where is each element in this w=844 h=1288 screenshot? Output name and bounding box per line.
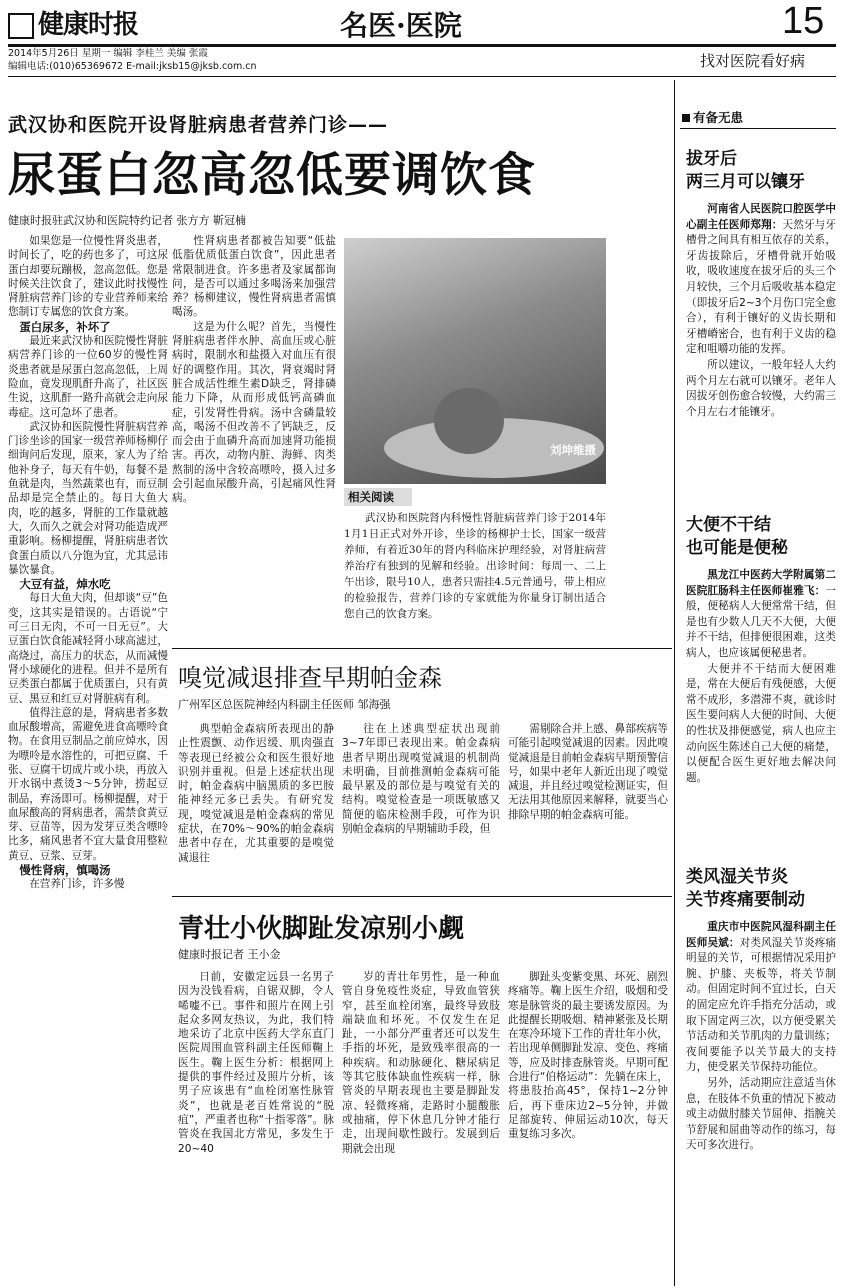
related-reading-text: 武汉协和医院肾内科慢性肾脏病营养门诊于2014年1月1日正式对外开诊，坐诊的杨柳护士长，国家一级营养师，有着近30年的肾内科临床护理经验，对肾脏病营养治疗有独到的见解和经验。出诊时间：每周一、二上午出诊，限号10人，患者只需挂4.5元普通号，带上相应的检验报告，营养门诊的专家就能为你量身订制出适合您自己的饮食方案。 <box>344 512 606 620</box>
masthead-bottom-rule <box>8 76 836 77</box>
subheading: 蛋白尿多，补坏了 <box>19 319 111 334</box>
lead-column-2 <box>172 234 336 644</box>
sidebar-expert-lead: 河南省人民医院口腔医学中心副主任医师郑翔： <box>686 203 836 231</box>
sidebar-header-rule <box>680 128 836 129</box>
sidebar-expert-lead: 黑龙江中医药大学附属第二医院肛肠科主任医师崔雅飞： <box>686 569 836 597</box>
sidebar-item-1-body <box>686 202 836 508</box>
sidebar-paragraph <box>686 568 836 662</box>
square-bullet-icon <box>682 114 690 122</box>
subheading: 慢性肾病，慎喝汤 <box>19 863 111 878</box>
sidebar-paragraph <box>686 1076 836 1154</box>
lead-column-1 <box>8 234 168 1286</box>
paragraph: 这是为什么呢？首先，当慢性肾脏病患者伴水肿、高血压或心脏病时，限制水和盐摄入对血压有很好的调整作用。其次，肾衰竭时肾脏合成活性维生素D缺乏，肾排磷能力下降，从而形成低钙高磷血症，引发肾性骨病。汤中含磷量较高，喝汤不但改善不了钙缺乏，反而会由于血磷升高而加速肾功能损害。再次，动物内脏、海鲜、肉类熬制的汤中含较高嘌呤，摄入过多会引起血尿酸升高，引起痛风性肾病。 <box>172 320 336 505</box>
article3-byline: 健康时报记者 王小金 <box>178 948 281 961</box>
article2-headline: 嗅觉减退排查早期帕金森 <box>178 664 442 692</box>
date-line: 2014年5月26日 星期一 编辑 李桂兰 美编 张霞 <box>8 48 208 59</box>
photo-apple-shape <box>434 388 504 454</box>
sidebar-text: 天然牙与牙槽骨之间具有相互依存的关系，牙齿拔除后，牙槽骨就开始吸收，吸收速度在拔牙后的头三个月较快，三个月后吸收基本稳定（即拔牙后2~3个月伤口完全愈合），有利于镶好的义齿长期和牙槽嵴密合，也有利于义齿的稳定和咀嚼功能的发挥。 <box>686 218 836 356</box>
sidebar-item-2-title: 大便不干结 也可能是便秘 <box>686 515 788 558</box>
paragraph: 值得注意的是，肾病患者多数血尿酸增高，需避免进食高嘌呤食物。在食用豆制品之前应焯水，因为嘌呤是水溶性的，可把豆腐、千张、豆腐干切成片或小块，再放入开水锅中煮烫3～5分钟，捞起豆制品，弃汤即可。杨柳提醒，对于血尿酸高的肾病患者，需禁食黄豆芽、豆苗等，因为发芽豆类含嘌呤比多，痛风患者不宜大量食用整粒黄豆、豆浆、豆芽。 <box>8 706 168 862</box>
contact-line: 编辑电话:(010)65369672 E-mail:jksb15@jksb.com.cn <box>8 61 257 72</box>
sidebar-text: 另外，活动期应注意适当休息，在肢体不负重的情况下被动或主动做肘膝关节屈伸、指腕关节舒展和屈曲等动作的练习，每天可多次进行。 <box>686 1076 836 1152</box>
paragraph: 最近来武汉协和医院慢性肾脏病营养门诊的一位60岁的慢性肾炎患者就是尿蛋白忽高忽低，上周险血，竟发现肌酐升高了，社区医生说，这肌酐一路升高就会走向尿毒症。这可急坏了患者。 <box>8 335 168 419</box>
masthead-rule <box>8 44 836 47</box>
article3-column-1: 日前，安徽定远县一名男子因为没钱看病，自锯双脚，令人唏嘘不已。事件和照片在网上引起众多网友热议，为此，我们特地采访了北京中医药大学东直门医院周围血管科副主任医师鞠上医生。鞠上医生分析：根据网上提供的事件经过及照片分析，该男子应该患有“血栓闭塞性脉管炎”，也就是老百姓常说的“脱疽”，严重者也称“十指零落”。脉管炎在我国北方常见，多发生于20~40 <box>178 971 334 1155</box>
sidebar-text: 对类风湿关节炎疼痛明显的关节，可根据情况采用护腕、护膝、夹板等，将关节制动。但固定时间不宜过长，白天的固定应允许手指充分活动，或取下固定两三次，以方便受累关节活动和关节肌肉的力量训练；夜间要能予以关节最大的支持力，使受累关节保持功能位。 <box>686 936 836 1074</box>
sidebar-divider <box>674 80 675 1286</box>
sidebar-paragraph <box>686 358 836 420</box>
sidebar-item-2-body <box>686 568 836 858</box>
sidebar-text: 大便并不干结而大便困难是，常在大便后有残便感，大便常不成形，多潜滞不爽，就诊时医生要问病人大便的时间、大便的性状及排便感觉，病人也应主动向医生陈述自己大便的痛楚，以便配合医生更好地去解决问题。 <box>686 662 836 784</box>
sidebar-text: 一般，便秘病人大便常常干结，但是也有少数人几天不大便，大便并不干结，但排便很困难，这类病人，也应该属便秘患者。 <box>686 584 836 659</box>
logo-mark-icon <box>8 13 34 39</box>
section-title: 名医·医院 <box>340 9 462 42</box>
paragraph: 如果您是一位慢性肾炎患者，时间长了，吃的药也多了，可这尿蛋白却要玩蹦极，忽高忽低。您是时候关注饮食了，建议此时找慢性肾脏病营养门诊的专业营养师来给您制订专属您的饮食方案。 <box>8 235 168 319</box>
lead-headline: 尿蛋白忽高忽低要调饮食 <box>8 148 536 203</box>
article2-byline: 广州军区总医院神经内科副主任医师 邹海强 <box>178 698 391 711</box>
paragraph: 在营养门诊，许多慢 <box>29 878 125 891</box>
sidebar-item-1-title: 拔牙后 两三月可以镶牙 <box>686 149 805 192</box>
page-number: 15 <box>782 0 825 42</box>
paragraph: 性肾病患者都被告知要“低盐低脂优质低蛋白饮食”，因此患者常限制进食。许多患者及家属都询问，是否可以通过多喝汤来加强营养？杨柳建议，慢性肾病患者需慎喝汤。 <box>172 235 336 319</box>
sidebar-paragraph <box>686 662 836 787</box>
article3-headline: 青壮小伙脚趾发凉别小觑 <box>178 914 465 944</box>
article3-column-2: 岁的青壮年男性，是一种血管自身免疫性炎症，导致血管狭窄，甚至血栓闭塞，最终导致肢端缺血和坏死。不仅发生在足趾，一小部分严重者还可以发生手指的坏死，是致残率很高的一种疾病。和动脉硬化、糖尿病足等其它肢体缺血性疾病一样，脉管炎的早期表现也主要是脚趾发凉、轻微疼痛，走路时小腿酸胀或抽痛，停下休息几分钟才能行走，出现间歇性跛行。发展到后期就会出现 <box>342 971 500 1155</box>
article2-column-3: 需剔除合并上感、鼻部疾病等可能引起嗅觉减退的因素。因此嗅觉减退是目前帕金森病早期预警信号，如果中老年人新近出现了嗅觉减退，并且经过嗅觉检测证实，但无法用其他原因来解释，就要当心排除早期的帕金森病可能。 <box>508 723 668 821</box>
paragraph: 武汉协和医院慢性肾脏病营养门诊坐诊的国家一级营养师杨柳仔细询问后发现，原来，家人为了给他补身子，每天有牛奶，每餐不是鱼就是肉，当然蔬菜也有，而豆制品却是完全禁止的。每日大鱼大肉，吃的越多，肾脏的工作量就越大，久而久之就会对肾功能造成严重影响。杨柳提醒，肾脏病患者饮食蛋白质以八分饱为宜，尤其忌讳暴饮暴食。 <box>8 420 168 576</box>
paragraph: 每日大鱼大肉，但却谈“豆”色变，这其实是错误的。古语说“宁可三日无肉，不可一日无豆”。大豆蛋白饮食能减轻肾小球高滤过，高烧过，高压力的状态，从而减慢肾小球硬化的进程。但并不是所有豆类蛋白都属于优质蛋白，只有黄豆、黑豆和红豆对肾脏病有利。 <box>8 592 168 705</box>
sidebar-text: 所以建议，一般年轻人大约两个月左右就可以镶牙。老年人因拔牙创伤愈合较慢，大约需三个月左右才能镶牙。 <box>686 358 836 418</box>
lead-photo <box>344 238 606 484</box>
sidebar-expert-lead: 重庆市中医院风湿科副主任医师吴斌： <box>686 921 836 949</box>
article2-column-1: 典型帕金森病所表现出的静止性震颤、动作迟缓、肌肉强直等表现已经被公众和医生很好地识别并重视。但是上述症状出现时，帕金森病中脑黑质的多巴胺能神经元多已丢失。有研究发现，嗅觉减退是帕金森病的常见症状，在70%～90%的帕金森病患者中存在，尤其重要的是嗅觉减退往 <box>178 723 334 864</box>
sidebar-item-3-title: 类风湿关节炎 关节疼痛要制动 <box>686 867 805 910</box>
lead-byline: 健康时报驻武汉协和医院特约记者 张方方 靳冠楠 <box>8 214 246 227</box>
related-reading-tag: 相关阅读 <box>344 488 412 506</box>
sidebar-header: 有备无患 <box>682 108 743 126</box>
photo-credit: 刘坤维摄 <box>550 443 596 457</box>
article2-top-rule <box>172 648 672 649</box>
sidebar-paragraph <box>686 920 836 1076</box>
subheading: 大豆有益，焯水吃 <box>19 577 111 592</box>
article3-column-3: 脚趾头变紫变黑、坏死、剧烈疼痛等。鞠上医生介绍，吸烟和受寒是脉管炎的最主要诱发原因。为此提醒长期吸烟、精神紧张及长期在寒冷环境下工作的青壮年小伙，若出现单侧脚趾发凉、变色、疼痛等，应及时排查脉管炎。早期可配合进行“伯格运动”：先躺在床上，将患肢抬高45°，保持1~2分钟后，再下垂床边2~5分钟，并做足部旋转、伸屈运动10次，每天重复练习多次。 <box>508 971 668 1141</box>
lead-kicker: 武汉协和医院开设肾脏病患者营养门诊—— <box>8 114 389 136</box>
page-slogan: 找对医院看好病 <box>700 52 806 70</box>
article2-column-2: 往在上述典型症状出现前3~7年即已表现出来。帕金森病患者早期出现嗅觉减退的机制尚未明确，目前推测帕金森病可能最早累及的部位是与嗅觉有关的结构。嗅觉检查是一项既敏感又简便的临床检测手段，可作为识别帕金森病的早期辅助手段，但 <box>342 723 500 836</box>
sidebar-paragraph <box>686 202 836 358</box>
newspaper-logo: 健康时报 <box>8 4 138 41</box>
sidebar-item-3-body <box>686 920 836 1284</box>
article3-top-rule <box>172 896 672 897</box>
